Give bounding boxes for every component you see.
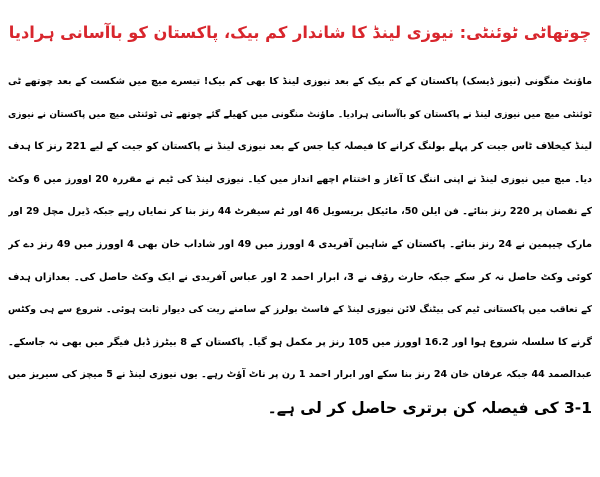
headline: چوتھاٹی ٹوئنٹی: نیوزی لینڈ کا شاندار کم بیک، پاکستان کو باآسانی ہرادیا	[8, 23, 592, 42]
body-line-9: گرنے کا سلسلہ شروع ہوا اور 16.2 اوورز میں 105 رنز پر مکمل ہو گیا۔ پاکستان کے 8 بیٹرز ڈبل فیگر میں بھی نہ جاسکے۔	[8, 336, 592, 348]
body-line-4: دیا۔ میچ میں نیوزی لینڈ نے اپنی اننگ کا آغاز و اختتام اچھے انداز میں کیا۔ نیوزی لینڈ کی ٹیم نے مقررہ 20 اوورز میں 6 وکٹ	[8, 173, 592, 185]
article-body	[8, 66, 592, 425]
body-line-1: ماؤنٹ منگونی (نیوز ڈیسک) پاکستان کے کم بیک کے بعد نیوزی لینڈ کا بھی کم بیک! تیسرے میچ میں شکست کے بعد چوتھے ٹی	[8, 76, 592, 87]
body-line-11: 3-1 کی فیصلہ کن برتری حاصل کر لی ہے۔	[267, 398, 592, 417]
body-line-2: ٹوئنٹی میچ میں نیوزی لینڈ نے پاکستان کو باآسانی ہرادیا۔ ماؤنٹ منگونی میں کھیلے گئے چوتھے ٹی ٹوئنٹی میچ میں پاکستان نے نیوزی	[8, 109, 592, 120]
body-line-10: عبدالصمد 44 جبکہ عرفان خان 24 رنز بنا سکے اور ابرار احمد 1 رن پر ناٹ آؤٹ رہے۔ یوں نیوزی لینڈ نے 5 میچز کی سیریز میں	[8, 369, 592, 381]
body-line-6: مارک چیپمین نے 24 رنز بنائے۔ پاکستان کے شاہین آفریدی 4 اوورز میں 49 اور شاداب خان بھی 4 اوورز میں 49 رنز دے کر	[8, 238, 592, 250]
body-line-5: کے نقصان پر 220 رنز بنائے۔ فن ایلن 50، مائیکل بریسویل 46 اور ٹم سیفرٹ 44 رنز بنا کر نمایاں رہے جبکہ ڈیرل مچل 29 اور	[8, 206, 592, 218]
body-line-7: کوئی وکٹ حاصل نہ کر سکے جبکہ حارث رؤف نے 3، ابرار احمد 2 اور عباس آفریدی نے ایک وکٹ حاصل کی۔ بعدازاں ہدف	[8, 271, 592, 283]
body-line-3: لینڈ کیخلاف ٹاس جیت کر پہلے بولنگ کرانے کا فیصلہ کیا جس کے بعد نیوزی لینڈ نے پاکستان کو جیت کے لیے 221 رنز کا ہدف	[8, 141, 592, 153]
body-line-8: کے تعاقب میں پاکستانی ٹیم کی بیٹنگ لائن نیوزی لینڈ کے فاسٹ بولرز کے سامنے ریت کی دیوار ثابت ہوئی۔ شروع سے ہی وکٹس	[8, 304, 592, 316]
